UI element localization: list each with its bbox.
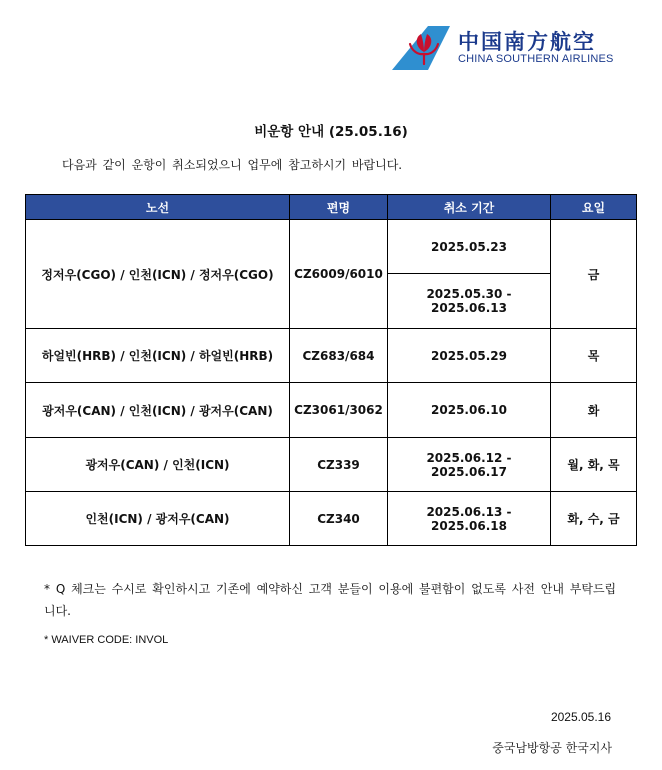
flight-cell: CZ683/684 xyxy=(290,329,388,383)
table-row xyxy=(26,220,637,274)
flight-cell: CZ3061/3062 xyxy=(290,383,388,438)
logo-english-name: CHINA SOUTHERN AIRLINES xyxy=(458,53,614,65)
route-cell: 광저우(CAN) / 인천(ICN) xyxy=(26,438,290,492)
flight-cell: CZ340 xyxy=(290,492,388,546)
days-cell: 화 xyxy=(551,383,637,438)
period-cell: 2025.06.10 xyxy=(388,383,551,438)
table-row xyxy=(26,329,637,383)
header-flight: 편명 xyxy=(290,195,388,220)
waiver-code-note: * WAIVER CODE: INVOL xyxy=(44,634,169,646)
flight-cell: CZ339 xyxy=(290,438,388,492)
period-cell: 2025.06.13 - 2025.06.18 xyxy=(388,492,551,546)
days-cell: 월, 화, 목 xyxy=(551,438,637,492)
logo-chinese-name: 中国南方航空 xyxy=(458,30,596,54)
route-cell: 하얼빈(HRB) / 인천(ICN) / 하얼빈(HRB) xyxy=(26,329,290,383)
period-cell: 2025.05.30 - 2025.06.13 xyxy=(388,274,551,329)
q-check-note: * Q 체크는 수시로 확인하시고 기존에 예약하신 고객 분들이 이용에 불편함이 없도록 사전 안내 부탁드립니다. xyxy=(44,582,617,618)
period-cell: 2025.05.29 xyxy=(388,329,551,383)
table-row xyxy=(26,438,637,492)
days-cell: 금 xyxy=(551,220,637,329)
days-cell: 목 xyxy=(551,329,637,383)
table-row xyxy=(26,492,637,546)
table-row xyxy=(26,383,637,438)
table-header-row xyxy=(26,195,637,220)
route-cell: 광저우(CAN) / 인천(ICN) / 광저우(CAN) xyxy=(26,383,290,438)
header-period: 취소 기간 xyxy=(388,195,551,220)
issue-date: 2025.05.16 xyxy=(550,710,611,724)
branch-name: 중국남방항공 한국지사 xyxy=(492,741,612,755)
kapok-flower-logo-icon xyxy=(388,24,450,70)
route-cell: 정저우(CGO) / 인천(ICN) / 정저우(CGO) xyxy=(26,220,290,329)
period-cell: 2025.05.23 xyxy=(388,220,551,274)
cancellation-table xyxy=(25,194,637,546)
page-title: 비운항 안내 (25.05.16) xyxy=(254,124,408,140)
period-cell: 2025.06.12 - 2025.06.17 xyxy=(388,438,551,492)
route-cell: 인천(ICN) / 광저우(CAN) xyxy=(26,492,290,546)
flight-cell: CZ6009/6010 xyxy=(290,220,388,329)
days-cell: 화, 수, 금 xyxy=(551,492,637,546)
intro-text: 다음과 같이 운항이 취소되었으니 업무에 참고하시기 바랍니다. xyxy=(62,158,403,172)
airline-logo xyxy=(388,22,618,72)
header-days: 요일 xyxy=(551,195,637,220)
header-route: 노선 xyxy=(26,195,290,220)
